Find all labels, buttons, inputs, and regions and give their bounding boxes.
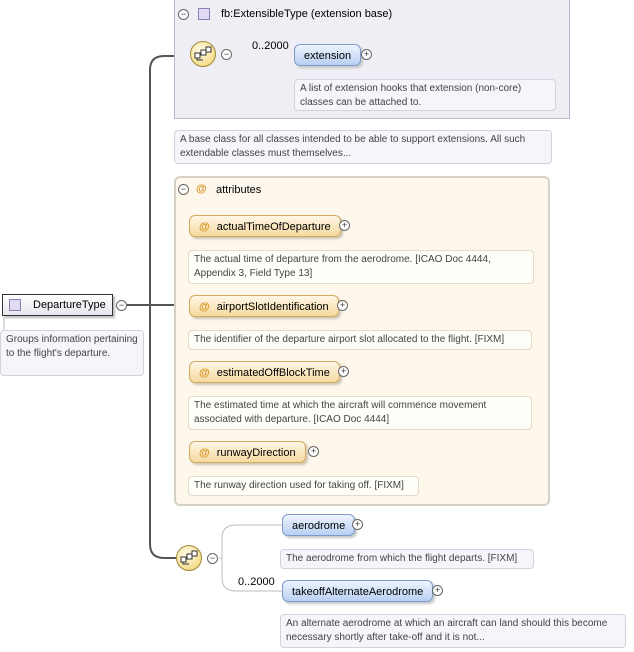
attribute-estimatedoffblocktime[interactable] <box>189 361 340 383</box>
extension-doc: A list of extension hooks that extension (non-core) classes can be attached to. <box>294 79 556 111</box>
expand-icon[interactable]: + <box>308 446 319 457</box>
expand-icon[interactable]: + <box>339 220 350 231</box>
attributes-group-label: attributes <box>216 184 262 196</box>
complex-type-icon <box>9 299 21 311</box>
attribute-icon: @ <box>199 301 210 313</box>
attribute-airportslotidentification[interactable] <box>189 295 339 317</box>
complex-type-icon <box>198 8 210 20</box>
collapse-icon[interactable]: − <box>116 300 127 311</box>
attribute-label: runwayDirection <box>216 447 296 459</box>
attribute-doc: The estimated time at which the aircraft will commence movement associated with departure. [ICAO Doc 4444] <box>188 396 532 430</box>
attribute-icon: @ <box>196 183 207 195</box>
expand-icon[interactable]: + <box>337 300 348 311</box>
attribute-actualtimeofdeparture[interactable] <box>189 215 341 237</box>
attribute-doc: The runway direction used for taking off. [FIXM] <box>188 476 419 496</box>
extension-base-doc: A base class for all classes intended to be able to support extensions. All such extendable classes must themselves... <box>174 130 552 164</box>
element-aerodrome[interactable]: aerodrome <box>282 514 355 536</box>
attribute-label: estimatedOffBlockTime <box>216 367 330 379</box>
collapse-icon[interactable]: − <box>178 184 189 195</box>
collapse-icon[interactable]: − <box>221 49 232 60</box>
attribute-icon: @ <box>199 447 210 459</box>
element-extension[interactable]: extension <box>294 44 361 66</box>
extension-base-label: fb:ExtensibleType (extension base) <box>221 8 393 20</box>
root-element-label: DepartureType <box>33 299 106 311</box>
expand-icon[interactable]: + <box>338 366 349 377</box>
collapse-icon[interactable]: − <box>207 553 218 564</box>
attribute-doc: The identifier of the departure airport slot allocated to the flight. [FIXM] <box>188 330 532 350</box>
collapse-icon[interactable]: − <box>178 9 189 20</box>
root-element-departuretype[interactable] <box>2 294 113 316</box>
root-doc: Groups information pertaining to the flight's departure. <box>0 330 144 376</box>
expand-icon[interactable]: + <box>352 519 363 530</box>
attribute-label: airportSlotIdentification <box>216 301 329 313</box>
cardinality-label: 0..2000 <box>238 576 275 588</box>
element-doc: An alternate aerodrome at which an aircraft can land should this become necessary shortly after take-off and it is not... <box>280 614 626 648</box>
element-takeoffalternateaerodrome[interactable]: takeoffAlternateAerodrome <box>282 580 433 602</box>
attribute-doc: The actual time of departure from the aerodrome. [ICAO Doc 4444, Appendix 3, Field Type 13] <box>188 250 534 284</box>
attribute-icon: @ <box>199 221 210 233</box>
attribute-runwaydirection[interactable] <box>189 441 306 463</box>
sequence-icon[interactable] <box>176 545 202 571</box>
sequence-icon[interactable] <box>190 41 216 67</box>
expand-icon[interactable]: + <box>361 49 372 60</box>
element-doc: The aerodrome from which the flight departs. [FIXM] <box>280 549 534 569</box>
cardinality-label: 0..2000 <box>252 40 289 52</box>
attribute-label: actualTimeOfDeparture <box>216 221 331 233</box>
attribute-icon: @ <box>199 367 210 379</box>
expand-icon[interactable]: + <box>432 585 443 596</box>
